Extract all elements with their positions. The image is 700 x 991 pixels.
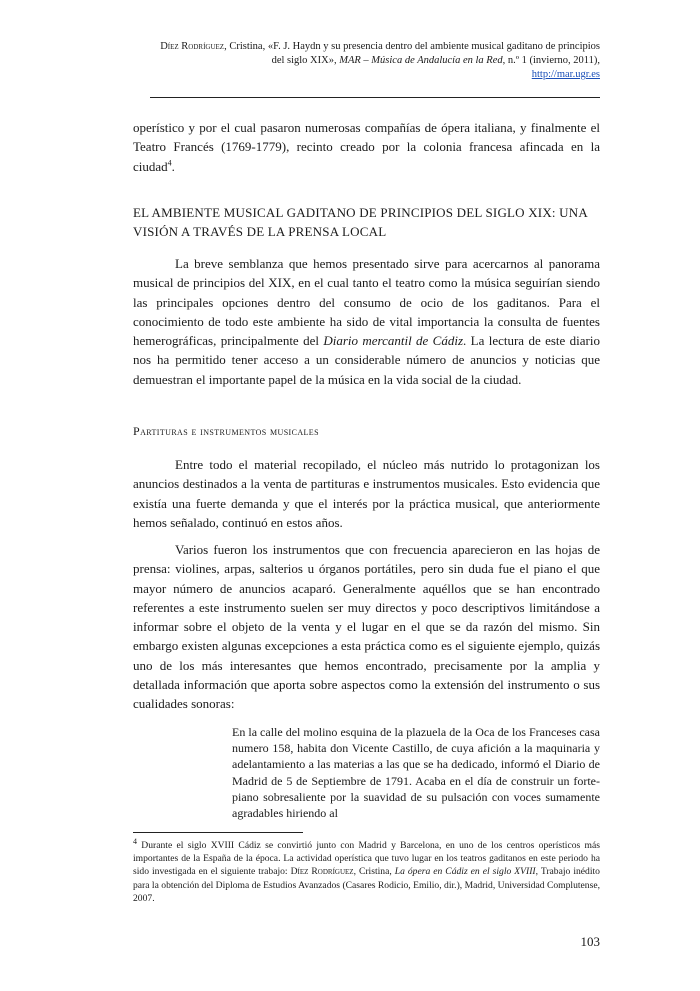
header-rule: [150, 97, 600, 98]
header-author: Díez Rodríguez: [160, 41, 225, 52]
header-citation: , Cristina, «F. J. Haydn y su presencia dentro del ambiente musical gaditano de principios del siglo XIX»,: [224, 41, 600, 66]
paragraph-1: Entre todo el material recopilado, el núcleo más nutrido lo protagonizan los anuncios destinados a la venta de partituras e instrumentos musicales. Esto evidencia que existía una fuerte demanda y que el interés por la práctica musical, que anteriormente hemos señalado, continuó en estos años.: [133, 457, 600, 530]
header-journal: MAR – Música de Andalucía en la Red: [339, 55, 503, 66]
section-title: EL AMBIENTE MUSICAL GADITANO DE PRINCIPIOS DEL SIGLO XIX: UNA VISIÓN A TRAVÉS DE LA PRENSA LOCAL: [133, 205, 588, 239]
page-number: 103: [580, 934, 600, 949]
source-title: Diario mercantil de Cádiz: [323, 333, 464, 349]
block-quote: En la calle del molino esquina de la plazuela de la Oca de los Franceses casa numero 158, habita don Vicente Castillo, de cuya afición a la maquinaria y adelantamiento a las materias a las que se ha dedicado, informó el Diario de Madrid de 5 de Septiembre de 1791. Acaba en el día de construir un forte-piano sobresaliente por la suavidad de su pulsación con voces sumamente agradables hiriendo al: [232, 725, 600, 821]
header-issue: , n.º 1 (invierno, 2011),: [502, 55, 600, 66]
footnote-rule: [133, 832, 303, 833]
paragraph-2: Varios fueron los instrumentos que con frecuencia aparecieron en las hojas de prensa: violines, arpas, salterios u órganos portátiles, pero sin duda fue el piano el que mayor número de anuncios acaparó. Generalmente aquéllos que se han encontrado referentes a este instrumento suelen ser muy directos y poco descriptivos limitándose a informar sobre el objeto de la venta y el lugar en el que se da razón del mismo. Sin embargo existen algunas excepciones a esta práctica como es el siguiente ejemplo, quizás uno de los más interesantes que hemos encontrado, precisamente por la amplia y detallada información que aporta sobre aspectos como la extensión del instrumento o sus cualidades sonoras:: [133, 542, 600, 712]
footnote-work-title: La ópera en Cádiz en el siglo XVIII: [394, 866, 536, 878]
header-url-link[interactable]: http://mar.ugr.es: [531, 69, 600, 80]
section-paragraph: La breve semblanza que hemos presentado sirve para acercarnos al panorama musical de principios del XIX, en el cual tanto el teatro como la música seguirían siendo las principales opciones dentro del consumo de ocio de los gaditanos. Para el conocimiento de todo este ambiente ha sido de vital importancia la consulta de fuentes hemerográficas, principalmente del Diario mercantil de Cádiz. La lectura de este diario nos ha permitido tener acceso a un considerable número de anuncios y noticias que demuestran el importante papel de la música en la vida social de la ciudad.: [133, 256, 600, 387]
footnote-ref-4[interactable]: 4: [167, 158, 172, 168]
intro-text: operístico y por el cual pasaron numerosas compañías de ópera italiana, y finalmente el Teatro Francés (1769-1779), recinto creado por la colonia francesa afincada en la ciudad: [133, 120, 600, 174]
footnote: $^4$ Durante el siglo XVIII Cádiz se convirtió junto con Madrid y Barcelona, en uno de los centros operísticos más importantes de la España de la época. La actividad operística que tuvo lugar en los teatros gaditanos en este periodo ha sido investigada en el siguiente trabajo: Díez Rodríguez, Cristina, La ópera en Cádiz en el siglo XVIII, Trabajo inédito para la obtención del Diploma de Estudios Avanzados (Casares Rodicio, Emilio, dir.), Madrid, Universidad Complutense, 2007.: [133, 836, 600, 904]
intro-paragraph: operístico y por el cual pasaron numerosas compañías de ópera italiana, y finalmente el Teatro Francés (1769-1779), recinto creado por la colonia francesa afincada en la ciudad$^4$.: [133, 120, 600, 174]
subsection-title: Partituras e instrumentos musicales: [133, 424, 319, 438]
running-header: [150, 40, 600, 82]
footnote-number: 4: [133, 836, 137, 846]
